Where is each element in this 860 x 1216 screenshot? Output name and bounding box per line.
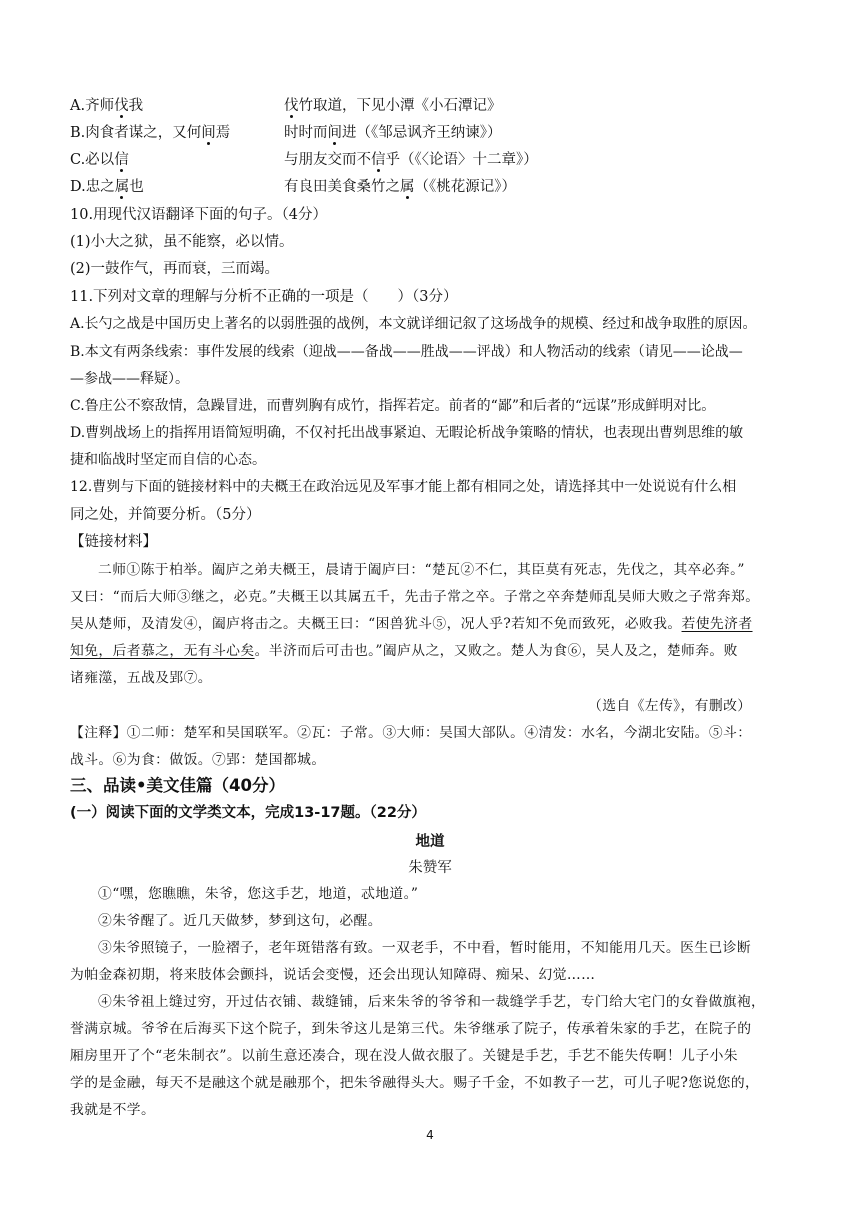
section-heading: 三、品读•美文佳篇（40分） xyxy=(70,776,286,795)
story-author: 朱赞军 xyxy=(408,860,452,876)
story-paragraph-4-line3: 厢房里开了个“老朱制衣”。以前生意还凑合，现在没人做衣服了。关键是手艺，手艺不能失传啊！儿子小朱 xyxy=(70,1048,738,1064)
q11-option-c: C.鲁庄公不察敌情，急躁冒进，而曹刿胸有成竹，指挥若定。前者的“鄙”和后者的“远谋”形成鲜明对比。 xyxy=(70,398,716,414)
story-paragraph-1: ①“嘿，您瞧瞧，朱爷，您这手艺，地道，忒地道。” xyxy=(98,886,419,902)
q11-option-b-line2: —参战——释疑）。 xyxy=(70,371,189,387)
story-paragraph-4-line4: 学的是金融，每天不是融这个就是融那个，把朱爷融得头大。赐子千金，不如教子一艺，可儿子呢?您说您的， xyxy=(70,1075,760,1091)
link-material-line4: 知免，后者慕之，无有斗心矣。半济而后可击也。”阖庐从之，又败之。楚人为食⑥，吴人及之，楚师奔。败 xyxy=(70,643,738,659)
annotation-line2: 战斗。⑥为食：做饭。⑦郢：楚国都城。 xyxy=(70,752,326,768)
q10-sentence-1: (1)小大之狱，虽不能察，必以情。 xyxy=(70,234,294,250)
q9-option-a-right: 伐竹取道，下见小潭《小石潭记》 xyxy=(284,98,502,114)
page-number: 4 xyxy=(426,1128,434,1142)
story-paragraph-4-line1: ④朱爷祖上缝过穷，开过估衣铺、裁缝铺，后来朱爷的爷爷和一裁缝学手艺，专门给大宅门的女眷做旗袍， xyxy=(98,994,766,1010)
subsection-heading: (一）阅读下面的文学类文本，完成13-17题。（22分） xyxy=(70,805,426,821)
underlined-sentence-part1: 若使先济者 xyxy=(681,616,753,632)
q11-option-b-line1: B.本文有两条线索：事件发展的线索（迎战——备战——胜战——评战）和人物活动的线索（请见——论战— xyxy=(70,344,743,360)
q9-option-d-right: 有良田美食桑竹之属（《桃花源记》） xyxy=(284,179,516,195)
q9-option-c-right: 与朋友交而不信乎（《〈论语〉十二章》） xyxy=(284,152,538,168)
q9-option-d-left: D.忠之属也 xyxy=(70,179,144,195)
q11-option-d-line1: D.曹刿战场上的指挥用语简短明确，不仅衬托出战事紧迫、无暇论析战争策略的情状，也表现出曹刿思维的敏 xyxy=(70,425,744,441)
q12-stem-line2: 同之处，并简要分析。（5分） xyxy=(70,507,261,523)
story-paragraph-3-line1: ③朱爷照镜子，一脸褶子，老年斑错落有致。一双老手，不中看，暂时能用，不知能用几天。医生已诊断 xyxy=(98,940,752,956)
q9-option-c-left: C.必以信 xyxy=(70,152,129,168)
q11-option-a: A.长勺之战是中国历史上著名的以弱胜强的战例，本文就详细记叙了这场战争的规模、经过和战争取胜的原因。 xyxy=(70,316,757,332)
link-material-source: （选自《左传》，有删改） xyxy=(588,698,752,714)
link-material-line2: 又曰：“而后大师③继之，必克。”夫概王以其属五千，先击子常之卒。子常之卒奔楚师乱吴师大败之子常奔郑。 xyxy=(70,589,760,605)
q10-sentence-2: (2)一鼓作气，再而衰，三而竭。 xyxy=(70,261,280,277)
q9-option-a-left: A.齐师伐我 xyxy=(70,98,144,114)
story-title: 地道 xyxy=(415,833,445,850)
story-paragraph-4-line5: 我就是不学。 xyxy=(70,1102,156,1118)
story-paragraph-3-line2: 为帕金森初期，将来肢体会颤抖，说话会变慢，还会出现认知障碍、痴呆、幻觉…… xyxy=(70,967,596,983)
q11-stem: 11.下列对文章的理解与分析不正确的一项是（ ）（3分） xyxy=(70,289,458,305)
annotation-line1: 【注释】①二师：楚军和吴国联军。②瓦：子常。③大师：吴国大部队。④清发：水名，今湖北安陆。⑤斗： xyxy=(70,725,752,741)
underlined-sentence-part2: 知免，后者慕之，无有斗心矣 xyxy=(70,643,255,659)
q10-stem: 10.用现代汉语翻译下面的句子。（4分） xyxy=(70,207,328,223)
link-material-line5: 诸雍澨，五战及郢⑦。 xyxy=(70,670,212,686)
link-material-title: 【链接材料】 xyxy=(70,534,157,550)
story-paragraph-2: ②朱爷醒了。近几天做梦，梦到这句，必醒。 xyxy=(98,913,382,929)
q12-stem-line1: 12.曹刿与下面的链接材料中的夫概王在政治远见及军事才能上都有相同之处，请选择其中一处说说有什么相 xyxy=(70,479,737,495)
link-material-line1: 二师①陈于柏举。阖庐之弟夫概王，晨请于阖庐曰：“楚瓦②不仁，其臣莫有死志，先伐之，其卒必奔。” xyxy=(98,562,745,578)
q11-option-d-line2: 捷和临战时坚定而自信的心态。 xyxy=(70,452,266,468)
q9-option-b-right: 时时而间进（《邹忌讽齐王纳谏》） xyxy=(284,125,502,141)
q9-option-b-left: B.肉食者谋之，又何间焉 xyxy=(70,125,231,141)
link-material-line3: 吴从楚师，及清发④，阖庐将击之。夫概王曰：“困兽犹斗⑤，况人乎?若知不免而致死，必败我。若使先济者 xyxy=(70,616,753,632)
story-paragraph-4-line2: 誉满京城。爷爷在后海买下这个院子，到朱爷这儿是第三代。朱爷继承了院子，传承着朱家的手艺，在院子的 xyxy=(70,1021,752,1037)
